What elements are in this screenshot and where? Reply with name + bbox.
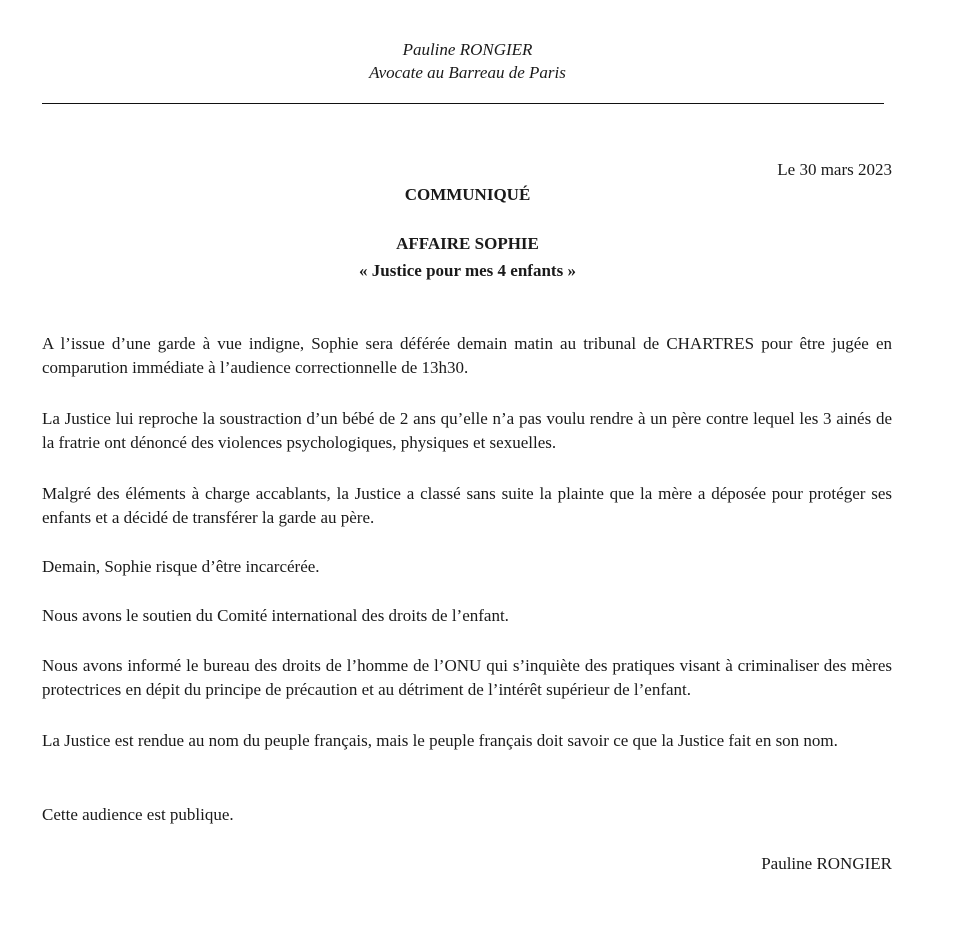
letterhead	[0, 38, 935, 84]
paragraph: Demain, Sophie risque d’être incarcérée.	[42, 557, 320, 576]
paragraph: Cette audience est publique.	[42, 805, 234, 824]
letterhead-title: Avocate au Barreau de Paris	[369, 63, 566, 82]
case-subtitle: « Justice pour mes 4 enfants »	[359, 261, 576, 280]
document-heading: COMMUNIQUÉ	[404, 185, 531, 204]
paragraph: La Justice est rendue au nom du peuple français, mais le peuple français doit savoir ce que la Justice fait en son nom.	[42, 731, 838, 750]
letterhead-name: Pauline RONGIER	[402, 40, 533, 59]
header-divider	[42, 103, 884, 104]
paragraph: Malgré des éléments à charge accablants, la Justice a classé sans suite la plainte que la mère a déposée pour protéger ses enfants et a décidé de transférer la garde au père.	[42, 484, 892, 527]
document-date: Le 30 mars 2023	[777, 160, 892, 179]
paragraph: La Justice lui reproche la soustraction d’un bébé de 2 ans qu’elle n’a pas voulu rendre à un père contre lequel les 3 ainés de la fratrie ont dénoncé des violences psychologiques, physiques et sexuelles.	[42, 409, 892, 452]
signature: Pauline RONGIER	[761, 854, 892, 873]
paragraph: Nous avons le soutien du Comité international des droits de l’enfant.	[42, 606, 509, 625]
paragraph: A l’issue d’une garde à vue indigne, Sophie sera déférée demain matin au tribunal de CHARTRES pour être jugée en comparution immédiate à l’audience correctionnelle de 13h30.	[42, 334, 892, 377]
paragraph: Nous avons informé le bureau des droits de l’homme de l’ONU qui s’inquiète des pratiques visant à criminaliser des mères protectrices en dépit du principe de précaution et au détriment de l’intérêt supérieur de l’enfant.	[42, 656, 892, 699]
case-title: AFFAIRE SOPHIE	[396, 234, 539, 253]
